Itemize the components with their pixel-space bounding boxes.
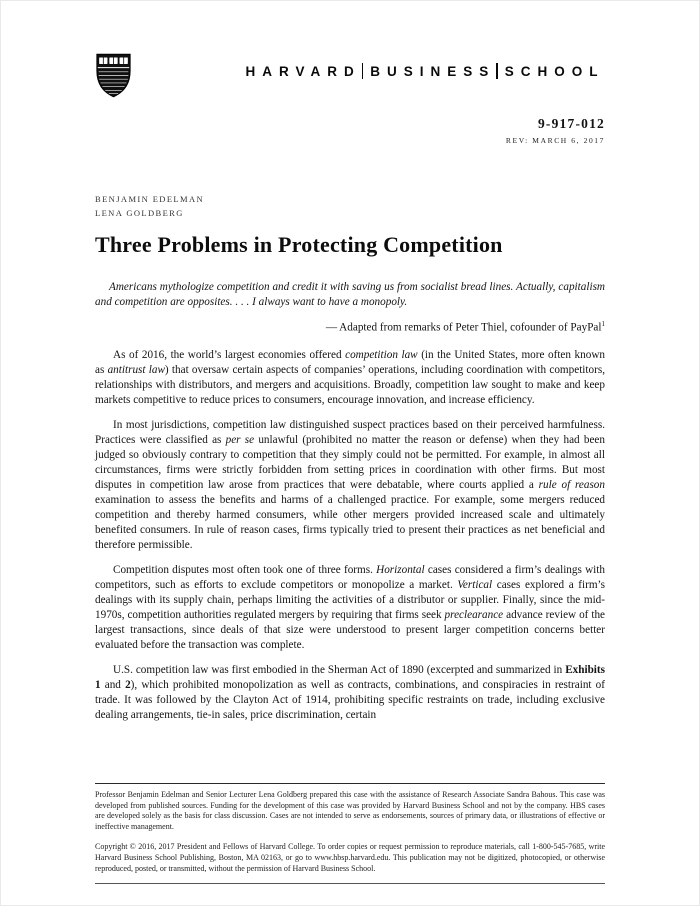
- text-segment: preclearance: [444, 608, 504, 621]
- footnote-marker: 1: [601, 320, 605, 328]
- school-name: [0, 63, 700, 79]
- body-text: [95, 348, 605, 723]
- header: [0, 50, 700, 104]
- text-segment: Competition disputes most often took one of three forms.: [113, 563, 377, 576]
- divider-bar: [496, 63, 498, 79]
- text-segment: rule of reason: [538, 478, 605, 491]
- authors-block: [95, 193, 605, 220]
- attribution-text: — Adapted from remarks of Peter Thiel, cofounder of PayPal: [325, 321, 602, 334]
- footer-rule: [95, 783, 605, 784]
- text-segment: U.S. competition law was first embodied in the Sherman Act of 1890 (excerpted and summarized in: [113, 663, 566, 676]
- text-segment: ), which prohibited monopolization as well as contracts, combinations, and conspiracies in restraint of trade. It was followed by the Clayton Act of 1914, prohibiting specific restraints on trade, including exclusive dealing arrangements, tie-in sales, price discrimination, certain: [95, 678, 605, 721]
- text-segment: advance review of the largest transactions, since deals of that size were understood to present larger competition concerns better evaluated before the transaction was complete.: [95, 608, 605, 651]
- text-segment: 2: [125, 678, 131, 691]
- revision-date: REV: MARCH 6, 2017: [505, 136, 605, 145]
- text-segment: In most jurisdictions, competition law distinguished suspect practices based on their perceived harmfulness. Practices were classified as: [95, 418, 605, 446]
- text-segment: cases considered a firm’s dealings with competitors, such as efforts to exclude competitors or monopolize a market.: [95, 563, 605, 591]
- epigraph-quote: Americans mythologize competition and credit it with saving us from socialist bread lines. Actually, capitalism and competition are opposites. . . . I always want to have a monopoly.: [95, 281, 605, 308]
- text-segment: unlawful (prohibited no matter the reason or defense) when they had been judged so obviously contrary to competition that they simply could not be permitted. For example, in almost all circumstances, firms were strictly forbidden from setting prices in coordination with other firms. But most disputes in competition law arose from practices that were debatable, where courts applied a: [95, 433, 605, 491]
- school-word-harvard: HARVARD: [245, 64, 361, 79]
- body-paragraph: [95, 348, 605, 408]
- page-title: Three Problems in Protecting Competition: [95, 232, 503, 257]
- text-segment: Exhibits 1: [95, 663, 605, 691]
- text-segment: Horizontal: [376, 563, 425, 576]
- body-paragraph: [95, 663, 605, 723]
- text-segment: cases explored a firm’s dealings with its supply chain, perhaps limiting the activities of a distributor or supplier. Finally, since the mid-1970s, competition authorities regulated mergers by requiring that firms seek: [95, 578, 605, 621]
- case-number: 9-917-012: [537, 116, 605, 131]
- text-segment: competition law: [345, 348, 418, 361]
- author-name: LENA GOLDBERG: [95, 207, 184, 218]
- text-segment: ) that oversaw certain aspects of companies’ operations, including coordination with competitors, relationships with distributors, and mergers and acquisitions. Broadly, competition law sought to make and keep markets competitive to reduce prices to consumers, encourage innovation, and increase efficiency.: [95, 363, 605, 406]
- footer-bottom-rule: [95, 883, 605, 884]
- copyright-notice: Copyright © 2016, 2017 President and Fellows of Harvard College. To order copies or request permission to reproduce materials, call 1-800-545-7685, write Harvard Business School Publishing, Boston, MA 02163, or go to www.hbsp.harvard.edu. This publication may not be digitized, photocopied, or otherwise reproduced, posted, or transmitted, without the permission of Harvard Business School.: [95, 842, 605, 873]
- text-segment: and: [100, 678, 126, 691]
- footer-note: Professor Benjamin Edelman and Senior Lecturer Lena Goldberg prepared this case with the assistance of Research Associate Sandra Bahous. This case was developed from published sources. Funding for the development of this case was provided by Harvard Business School and not by the company. HBS cases are developed solely as the basis for class discussion. Cases are not intended to serve as endorsements, sources of primary data, or illustrations of effective or ineffective management.: [95, 790, 605, 831]
- divider-bar: [362, 63, 364, 79]
- text-segment: per se: [225, 433, 255, 446]
- epigraph-attribution: [95, 320, 605, 334]
- page-content: [0, 116, 700, 723]
- text-segment: As of 2016, the world’s largest economies offered: [113, 348, 346, 361]
- body-paragraph: [95, 563, 605, 653]
- author-name: BENJAMIN EDELMAN: [95, 194, 205, 204]
- case-number-block: [95, 116, 605, 145]
- footer: [95, 783, 605, 884]
- school-word-school: SCHOOL: [504, 64, 605, 79]
- text-segment: examination to assess the benefits and harms of a challenged practice. For example, some mergers reduced competition and thereby harmed consumers, while other mergers provided increased scale and ultimately benefited consumers. In rule of reason cases, firms typically tried to present their practices as net beneficial and therefore permissible.: [95, 493, 605, 551]
- text-segment: antitrust law: [107, 363, 165, 376]
- text-segment: (in the United States, more often known as: [95, 348, 605, 376]
- school-word-business: BUSINESS: [370, 64, 496, 79]
- text-segment: Vertical: [457, 578, 493, 591]
- body-paragraph: [95, 418, 605, 553]
